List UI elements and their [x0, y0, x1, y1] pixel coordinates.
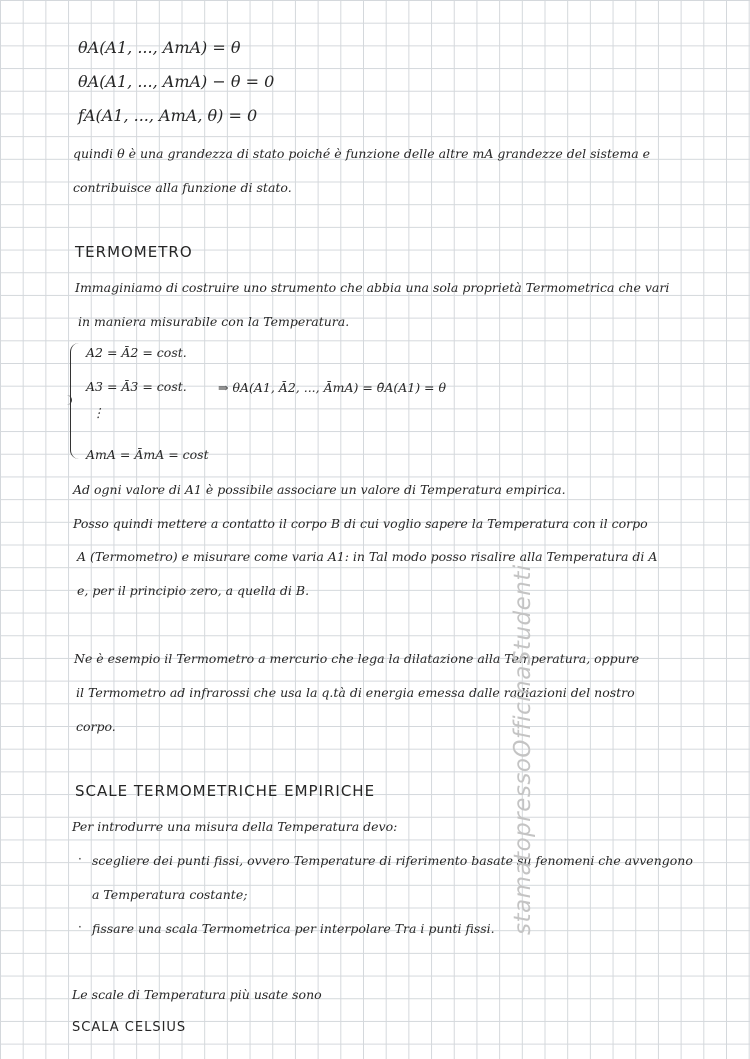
system-brace	[70, 343, 79, 459]
heading-termometro: TERMOMETRO	[75, 243, 193, 261]
system-implication: ⇒ θA(A1, Ā2, ..., ĀmA) = θ̄A(A1) = θ	[218, 380, 447, 395]
bullet-2-line-1: fissare una scala Termometrica per interpolare Tra i punti fissi.	[92, 921, 495, 936]
bullet-marker-2: ·	[78, 920, 82, 934]
intro-line-1: quindi θ è una grandezza di stato poiché è funzione delle altre mA grandezze del sistema e	[73, 146, 651, 161]
scale-closing: Le scale di Temperatura più usate sono	[72, 987, 322, 1002]
equation-theta-difference: θA(A1, ..., AmA) − θ = 0	[78, 72, 275, 91]
system-line-ama: AmA = ĀmA = cost	[86, 447, 209, 462]
termometro-after-line-2: Posso quindi mettere a contatto il corpo B di cui voglio sapere la Temperatura con il corpo	[73, 516, 648, 531]
heading-scale-termometriche: SCALE TERMOMETRICHE EMPIRICHE	[75, 782, 376, 800]
bullet-1-line-1: scegliere dei punti fissi, ovvero Temperature di riferimento basate su fenomeni che avvengono	[92, 853, 693, 868]
bullet-1-line-2: a Temperatura costante;	[92, 887, 248, 902]
termometro-after-line-3: A (Termometro) e misurare come varia A1: in Tal modo posso risalire alla Temperatura di A	[77, 549, 658, 564]
equation-state-function: fA(A1, ..., AmA, θ) = 0	[78, 106, 258, 125]
termometro-after-line-4: e, per il principio zero, a quella di B.	[77, 583, 310, 598]
termometro-line-1: Immaginiamo di costruire uno strumento che abbia una sola proprietà Termometrica che vari	[75, 280, 670, 295]
termometro-after-line-1: Ad ogni valore di A1 è possibile associare un valore di Temperatura empirica.	[73, 482, 566, 497]
example-line-1: Ne è esempio il Termometro a mercurio che lega la dilatazione alla Temperatura, oppure	[74, 651, 640, 666]
equation-theta-definition: θA(A1, ..., AmA) = θ	[78, 38, 241, 57]
termometro-line-2: in maniera misurabile con la Temperatura.	[78, 314, 350, 329]
example-line-3: corpo.	[76, 719, 116, 734]
watermark-text: stamatopressoOfficinaStudenti	[510, 564, 536, 935]
intro-line-2: contribuisce alla funzione di stato.	[73, 180, 292, 195]
system-line-dots: ⋮	[92, 405, 105, 420]
bullet-marker-1: ·	[78, 852, 82, 866]
scale-intro: Per introdurre una misura della Temperatura devo:	[72, 819, 398, 834]
heading-scala-celsius: SCALA CELSIUS	[72, 1020, 187, 1035]
system-line-a3: A3 = Ā3 = cost.	[86, 379, 187, 394]
system-line-a2: A2 = Ā2 = cost.	[86, 345, 187, 360]
example-line-2: il Termometro ad infrarossi che usa la q.tà di energia emessa dalle radiazioni del nostro	[76, 685, 635, 700]
